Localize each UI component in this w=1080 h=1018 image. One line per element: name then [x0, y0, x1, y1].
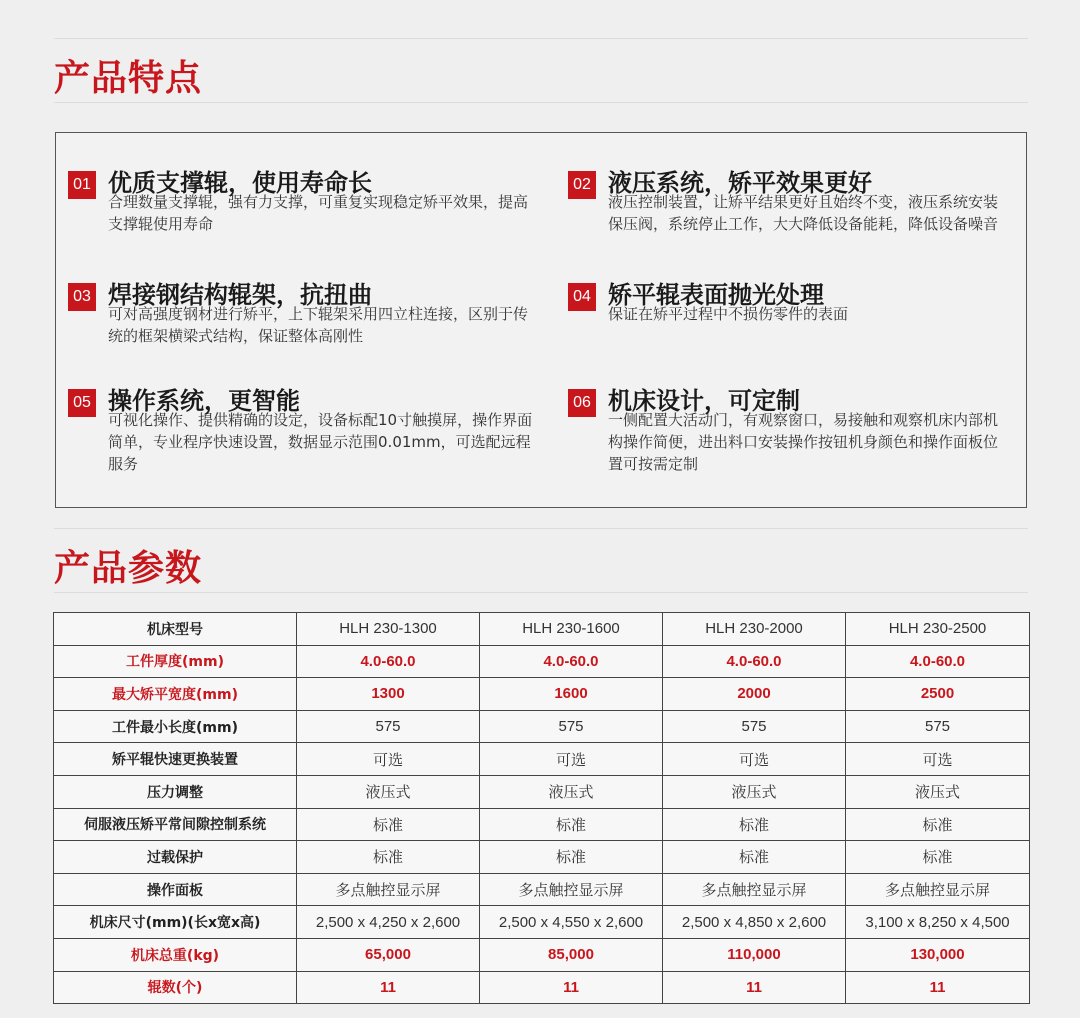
- table-row-label: 过载保护: [54, 841, 297, 874]
- table-row: [54, 971, 1030, 1004]
- table-row: [54, 906, 1030, 939]
- feature-number-badge: 04: [568, 283, 596, 311]
- table-cell: 4.0-60.0: [846, 645, 1030, 678]
- feature-number-badge: 03: [68, 283, 96, 311]
- table-cell: 可选: [480, 743, 663, 776]
- table-row-label: 机床尺寸(mm)(长x宽x高): [54, 906, 297, 939]
- table-cell: 2500: [846, 678, 1030, 711]
- table-cell: 2,500 x 4,850 x 2,600: [663, 906, 846, 939]
- table-row-label: 矫平辊快速更换装置: [54, 743, 297, 776]
- table-cell: 液压式: [846, 775, 1030, 808]
- feature-description: 可视化操作、提供精确的设定，设备标配10寸触摸屏，操作界面简单，专业程序快速设置，数据显示范围0.01mm，可选配远程服务: [108, 411, 533, 473]
- table-cell: 4.0-60.0: [297, 645, 480, 678]
- features-panel: [55, 132, 1027, 508]
- table-cell: 多点触控显示屏: [297, 873, 480, 906]
- table-cell: 1300: [297, 678, 480, 711]
- feature-number-badge: 02: [568, 171, 596, 199]
- feature-title: 优质支撑辊，使用寿命长: [108, 169, 372, 197]
- table-cell: 2,500 x 4,550 x 2,600: [480, 906, 663, 939]
- feature-title: 矫平辊表面抛光处理: [608, 281, 824, 309]
- table-row: [54, 743, 1030, 776]
- table-cell: 65,000: [297, 938, 480, 971]
- table-cell: 110,000: [663, 938, 846, 971]
- table-cell: 2,500 x 4,250 x 2,600: [297, 906, 480, 939]
- table-cell: 575: [846, 710, 1030, 743]
- top-divider: [54, 38, 1028, 39]
- table-cell: 575: [663, 710, 846, 743]
- table-row-label: 工件最小长度(mm): [54, 710, 297, 743]
- table-cell: 标准: [663, 808, 846, 841]
- table-cell: 标准: [297, 808, 480, 841]
- table-cell: 标准: [480, 841, 663, 874]
- table-header-cell: HLH 230-1300: [297, 613, 480, 646]
- features-heading: 产品特点: [54, 58, 203, 99]
- table-cell: 1600: [480, 678, 663, 711]
- table-row-label: 辊数(个): [54, 971, 297, 1004]
- table-cell: 3,100 x 8,250 x 4,500: [846, 906, 1030, 939]
- table-cell: 可选: [663, 743, 846, 776]
- feature-description: 一侧配置大活动门，有观察窗口，易接触和观察机床内部机构操作简便，进出料口安装操作按钮机身颜色和操作面板位置可按需定制: [608, 411, 999, 473]
- table-header-cell: HLH 230-2000: [663, 613, 846, 646]
- table-row-label: 操作面板: [54, 873, 297, 906]
- table-cell: 4.0-60.0: [480, 645, 663, 678]
- table-cell: 575: [297, 710, 480, 743]
- table-row-label: 伺服液压矫平常间隙控制系统: [54, 808, 297, 841]
- table-row-label: 机床总重(kg): [54, 938, 297, 971]
- table-cell: 11: [663, 971, 846, 1004]
- table-row-label: 工件厚度(mm): [54, 645, 297, 678]
- feature-description: 液压控制装置，让矫平结果更好且始终不变，液压系统安装保压阀，系统停止工作，大大降低设备能耗，降低设备噪音: [608, 193, 999, 233]
- table-row: [54, 775, 1030, 808]
- table-cell: 液压式: [663, 775, 846, 808]
- feature-description: 合理数量支撑辊，强有力支撑，可重复实现稳定矫平效果，提高支撑辊使用寿命: [108, 193, 529, 233]
- table-cell: 可选: [297, 743, 480, 776]
- table-header-cell: 机床型号: [54, 613, 297, 646]
- table-header-cell: HLH 230-2500: [846, 613, 1030, 646]
- table-cell: 130,000: [846, 938, 1030, 971]
- table-cell: 可选: [846, 743, 1030, 776]
- table-cell: 多点触控显示屏: [663, 873, 846, 906]
- table-row-label: 压力调整: [54, 775, 297, 808]
- table-header-cell: HLH 230-1600: [480, 613, 663, 646]
- table-cell: 11: [480, 971, 663, 1004]
- table-row: [54, 841, 1030, 874]
- table-row: [54, 808, 1030, 841]
- feature-title: 操作系统，更智能: [108, 387, 300, 415]
- feature-title: 焊接钢结构辊架，抗扭曲: [108, 281, 372, 309]
- table-cell: 575: [480, 710, 663, 743]
- table-cell: 4.0-60.0: [663, 645, 846, 678]
- feature-number-badge: 05: [68, 389, 96, 417]
- table-cell: 标准: [297, 841, 480, 874]
- table-cell: 标准: [480, 808, 663, 841]
- table-cell: 标准: [846, 808, 1030, 841]
- feature-description: 保证在矫平过程中不损伤零件的表面: [608, 305, 849, 323]
- table-cell: 液压式: [480, 775, 663, 808]
- table-row: [54, 710, 1030, 743]
- params-top-divider: [54, 528, 1028, 529]
- table-row: [54, 678, 1030, 711]
- table-cell: 11: [297, 971, 480, 1004]
- feature-number-badge: 06: [568, 389, 596, 417]
- table-cell: 多点触控显示屏: [846, 873, 1030, 906]
- table-cell: 多点触控显示屏: [480, 873, 663, 906]
- table-row: [54, 938, 1030, 971]
- features-heading-divider: [54, 102, 1028, 103]
- feature-number-badge: 01: [68, 171, 96, 199]
- params-heading-divider: [54, 592, 1028, 593]
- table-cell: 液压式: [297, 775, 480, 808]
- table-row: [54, 873, 1030, 906]
- feature-title: 机床设计，可定制: [608, 387, 800, 415]
- table-header-row: [54, 613, 1030, 646]
- feature-title: 液压系统，矫平效果更好: [608, 169, 872, 197]
- table-cell: 2000: [663, 678, 846, 711]
- table-cell: 标准: [846, 841, 1030, 874]
- table-cell: 85,000: [480, 938, 663, 971]
- table-row-label: 最大矫平宽度(mm): [54, 678, 297, 711]
- params-table: [53, 612, 1030, 1004]
- table-cell: 11: [846, 971, 1030, 1004]
- feature-description: 可对高强度钢材进行矫平，上下辊架采用四立柱连接，区别于传统的框架横梁式结构，保证整体高刚性: [108, 305, 529, 345]
- table-row: [54, 645, 1030, 678]
- params-heading: 产品参数: [54, 548, 203, 589]
- table-cell: 标准: [663, 841, 846, 874]
